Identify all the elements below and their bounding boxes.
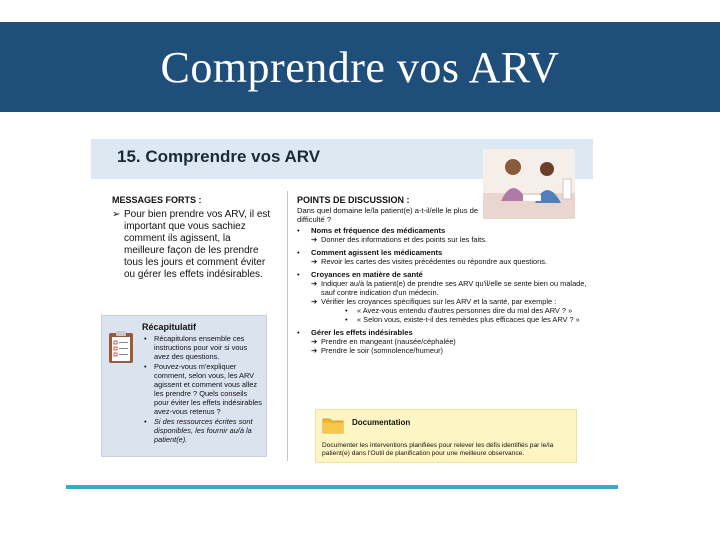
recap-item: • Pouvez-vous m'expliquer comment, selon vous, les ARV agissent et comment vous allez les prendre ? Quels conseils pour éviter les effets indésirables avez-vous retenus ? [144,362,262,416]
document-title: 15. Comprendre vos ARV [117,147,321,166]
discussion-list [297,226,587,355]
discussion-label: POINTS DE DISCUSSION : [297,195,410,205]
recap-box [101,315,267,457]
documentation-text: Documenter les interventions planifiées pour relever les défis identifiés par le/la patient(e) dans l'Outil de planification pour une meilleure observance. [322,442,554,457]
document-image [91,139,593,467]
messages-column [112,195,272,281]
arrow-bullet-icon: ➢ [112,209,121,220]
discussion-point: • Croyances en matière de santé ➔ Indiquer au/à la patient(e) de prendre ses ARV qu'il/elle se sente bien ou malade, sauf contre indication d'un médecin. ➔ Vérifier les croyances spécifiques sur les ARV et la santé, par exemple : • « Avez-vous entendu d'autres personnes dire du mal des ARV ? » • « Selon vous, existe-t-il des remèdes plus efficaces que les ARV ? » [297,270,587,324]
discussion-intro: Dans quel domaine le/la patient(e) a-t-il/elle le plus de difficulté ? [297,206,479,224]
clipboard-checklist-icon [108,330,134,364]
discussion-point: • Noms et fréquence des médicaments ➔ Donner des informations et des points sur les faits. [297,226,487,244]
documentation-title: Documentation [352,418,411,427]
documentation-box [315,409,577,463]
recap-item: • Récapitulons ensemble ces instructions pour voir si vous avez des questions. [144,334,248,361]
recap-title: Récapitulatif [142,322,197,332]
discussion-point: • Comment agissent les médicaments ➔ Revoir les cartes des visites précédentes ou répondre aux questions. [297,248,547,266]
column-divider [287,191,288,461]
messages-label: MESSAGES FORTS : [112,195,202,205]
recap-item: • Si des ressources écrites sont disponibles, les fournir au/à la patient(e). [144,417,253,444]
message-item [112,209,272,281]
bottom-accent-line [66,485,618,489]
discussion-column [297,195,587,355]
discussion-point: • Gérer les effets indésirables ➔ Prendre en mangeant (nausée/céphalée) ➔ Prendre le soir (somnolence/humeur) [297,328,456,355]
slide-title: Comprendre vos ARV [160,43,560,92]
message-text: Pour bien prendre vos ARV, il est important que vous sachiez comment ils agissent, la meilleure façon de les prendre tous les jours et comment éviter ou gérer les effets indésirables. [124,209,271,280]
recap-list [144,334,264,445]
folder-icon [322,416,344,434]
